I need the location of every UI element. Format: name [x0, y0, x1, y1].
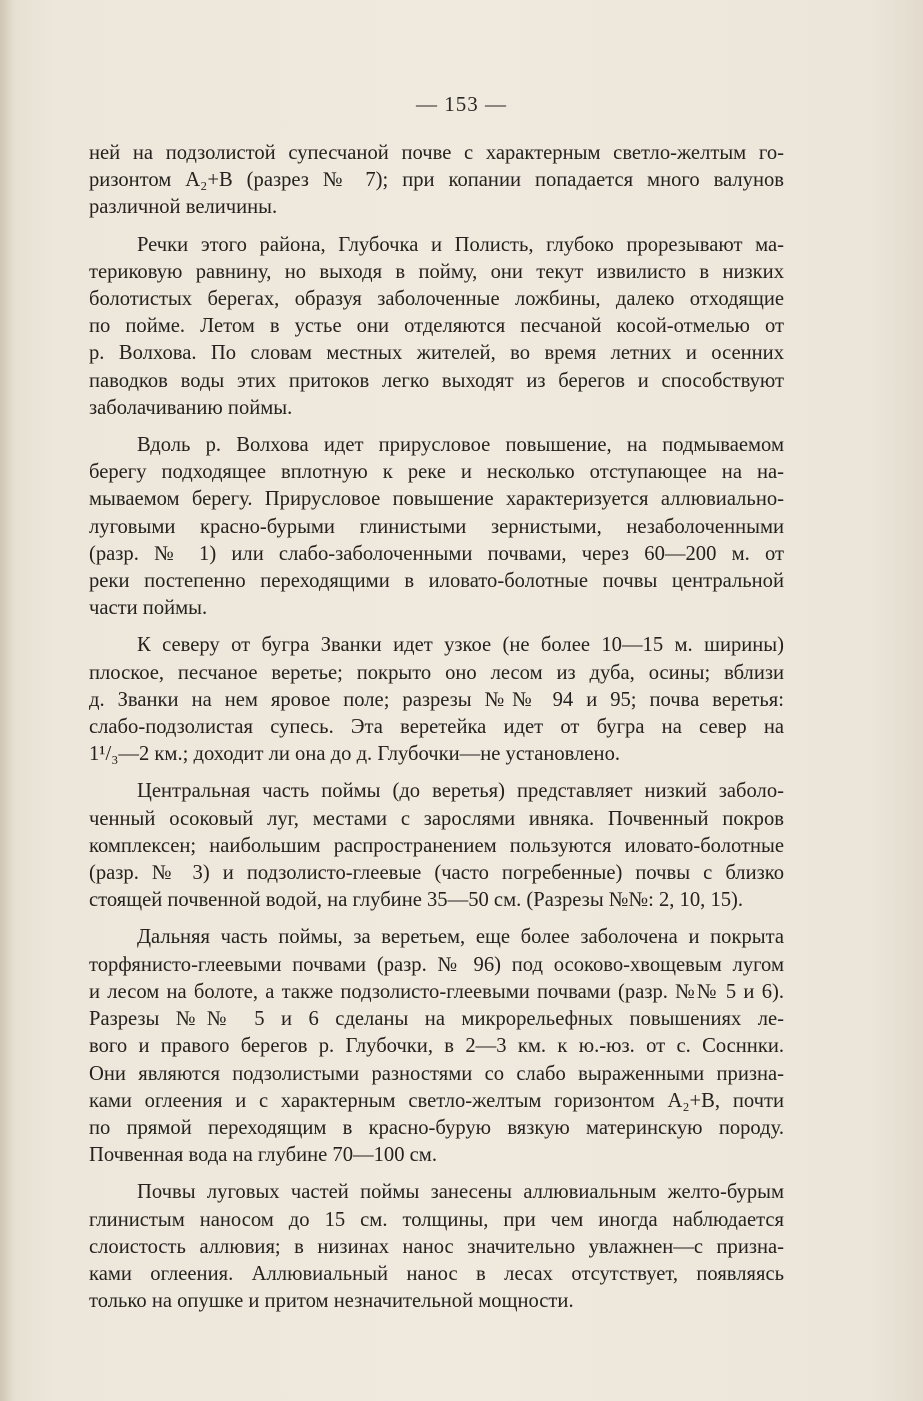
text-line: ками оглеения. Аллювиальный нанос в лесах отсутствует, появляясь [89, 1262, 784, 1285]
text-line: д. Званки на нем яровое поле; разрезы №№ 94 и 95; почва веретья: [89, 688, 784, 711]
text-line: слабо-подзолистая супесь. Эта веретейка идет от бугра на север на [89, 716, 784, 739]
text-line: луговыми красно-бурыми глинистыми зернистыми, незаболоченными [89, 515, 784, 538]
text-line: (разр. № 1) или слабо-заболоченными почвами, через 60—200 м. от [89, 542, 784, 565]
text-line: Речки этого района, Глубочка и Полисть, глубоко прорезывают ма- [137, 233, 784, 256]
text-line: глинистым наносом до 15 см. толщины, при чем иногда наблюдается [89, 1208, 784, 1231]
paragraph [89, 1179, 784, 1315]
text-line: Дальняя часть поймы, за веретьем, еще более заболочена и покрыта [137, 926, 784, 949]
text-line: по пойме. Летом в устье они отделяются песчаной косой-отмелью от [89, 315, 784, 338]
text-line: Они являются подзолистыми разностями со слабо выраженными призна- [89, 1062, 784, 1085]
text-line: торфянисто-глеевыми почвами (разр. № 96) под осоково-хвощевым лугом [89, 953, 784, 976]
text-line: берегу подходящее вплотную к реке и несколько отступающее на на- [89, 461, 784, 484]
text-line: териковую равнину, но выходя в пойму, они текут извилисто в низких [89, 260, 784, 283]
text-line: стоящей почвенной водой, на глубине 35—50 см. (Разрезы №№: 2, 10, 15). [89, 889, 744, 912]
paragraph [89, 924, 784, 1169]
text-line: К северу от бугра Званки идет узкое (не более 10—15 м. ширины) [137, 634, 784, 657]
text-line: слоистость аллювия; в низинах нанос значительно увлажнен—с призна- [89, 1235, 784, 1258]
body-text [89, 140, 784, 1325]
text-line: комплексен; наибольшим распространением пользуются иловато-болотные [89, 834, 784, 857]
text-line: Вдоль р. Волхова идет прирусловое повышение, на подмываемом [137, 434, 784, 457]
paragraph [89, 778, 784, 914]
text-line: болотистых берегах, образуя заболоченные ложбины, далеко отходящие [89, 288, 784, 311]
text-line: Почвенная вода на глубине 70—100 см. [89, 1144, 437, 1167]
text-line: различной величины. [89, 196, 278, 219]
text-line: только на опушке и притом незначительной мощности. [89, 1290, 574, 1313]
text-line: Разрезы №№ 5 и 6 сделаны на микрорельефных повышениях ле- [89, 1008, 784, 1031]
text-line: плоское, песчаное веретье; покрыто оно лесом из дуба, осины; вблизи [89, 661, 784, 684]
text-line: ризонтом A₂+B (разрез № 7); при копании попадается много валунов [89, 169, 784, 192]
text-line: и лесом на болоте, а также подзолисто-глеевыми почвами (разр. №№ 5 и 6). [89, 980, 784, 1003]
text-line: мываемом берегу. Прирусловое повышение характеризуется аллювиально- [89, 488, 784, 511]
paragraph [89, 632, 784, 768]
paragraph [89, 232, 784, 422]
text-line: Почвы луговых частей поймы занесены аллювиальным желто-бурым [137, 1181, 784, 1204]
text-line: реки постепенно переходящими в иловато-болотные почвы центральной [89, 570, 784, 593]
text-line: по прямой переходящим в красно-бурую вязкую материнскую породу. [89, 1116, 784, 1139]
text-line: вого и правого берегов р. Глубочки, в 2—3 км. к ю.-юз. от с. Сосннки. [89, 1035, 784, 1058]
text-line: р. Волхова. По словам местных жителей, во время летних и осенних [89, 342, 784, 365]
text-line: (разр. № 3) и подзолисто-глеевые (часто погребенные) почвы с близко [89, 862, 784, 885]
text-line: Центральная часть поймы (до веретья) представляет низкий заболо- [137, 780, 784, 803]
text-line: ней на подзолистой супесчаной почве с характерным светло-желтым го- [89, 142, 784, 164]
text-line: ченный осоковый луг, местами с зарослями ивняка. Почвенный покров [89, 807, 784, 830]
text-line: части поймы. [89, 597, 208, 620]
binding-shadow [0, 0, 14, 1401]
text-line: заболачиванию поймы. [89, 396, 293, 419]
text-line: ками оглеения и с характерным светло-желтым горизонтом A₂+B, почти [89, 1089, 784, 1112]
paragraph [89, 140, 784, 222]
text-line: 1¹/₃—2 км.; доходит ли она до д. Глубочки—не установлено. [89, 743, 621, 766]
page-number: — 153 — [416, 92, 507, 116]
paragraph [89, 432, 784, 622]
text-line: паводков воды этих притоков легко выходят из берегов и способствуют [89, 369, 784, 392]
